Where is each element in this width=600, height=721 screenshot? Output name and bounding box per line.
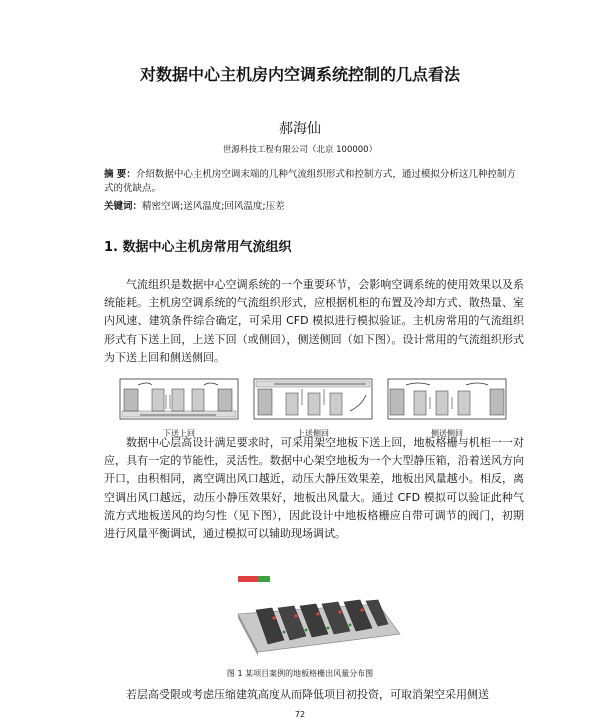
paragraph-3: 若层高受限或考虑压缩建筑高度从而降低项目初投资，可取消架空采用侧送 [126,688,489,701]
keywords [104,198,524,212]
section-1-heading: 1. 数据中心主机房常用气流组织 [104,240,292,255]
keywords-label: 关键词： [104,201,143,212]
paragraph-1: 气流组织是数据中心空调系统的一个重要环节，会影响空调系统的使用效果以及系统能耗。主机房空调系统的气流组织形式，应根据机柜的布置及冷却方式、散热量、室内风速、建筑条件综合确定，可采用 CFD 模拟进行模拟验证。主机房常用的气流组织形式有下送上回，上送下回（或侧回），侧送侧回（如下图）。设计常用的气流组织形式为下送上回和侧送侧回。 [104,278,524,364]
diagram-caption-2: 上送侧回 [297,429,329,438]
diagram-caption-3: 侧送侧回 [431,429,463,438]
page-number: 72 [294,710,306,719]
paragraph-2: 数据中心层高设计满足要求时，可采用架空地板下送上回，地板格栅与机柜一一对应，具有一定的节能性，灵活性。数据中心架空地板为一个大型静压箱，沿着送风方向开口，由积相同，离空调出风口越近，动压大静压效果差，地板出风量越小。相反，离空调出风口越远，动压小静压效果好，地板出风量大。通过 CFD 模拟可以验证此种气流方式地板送风的均匀性（见下图），因此设计中地板格栅应自带可调节的阀门，初期进行风量平衡调试，通过模拟可以辅助现场调试。 [104,436,524,541]
diagram-caption-1: 下送上回 [163,429,195,438]
abstract-text: 介绍数据中心主机房空调末端的几种气流组织形式和控制方式，通过模拟分析这几种控制方式的优缺点。 [104,169,516,194]
diagram-overhead-supply [254,379,372,419]
airflow-diagrams [118,375,508,425]
abstract [104,168,524,196]
affiliation: 世源科技工程有限公司（北京 100000） [222,145,378,155]
figure-1-caption: 图 1 某项目案例的地板格栅出风量分布图 [226,669,374,678]
cfd-simulation-figure [228,574,403,659]
abstract-label: 摘 要： [104,169,136,180]
paper-title: 对数据中心主机房内空调系统控制的几点看法 [139,65,460,84]
keywords-text: 精密空调;送风温度;回风温度;压差 [142,201,285,212]
diagram-underfloor-supply [120,379,238,419]
author-name: 郝海仙 [279,121,321,137]
diagram-side-supply [388,379,506,419]
